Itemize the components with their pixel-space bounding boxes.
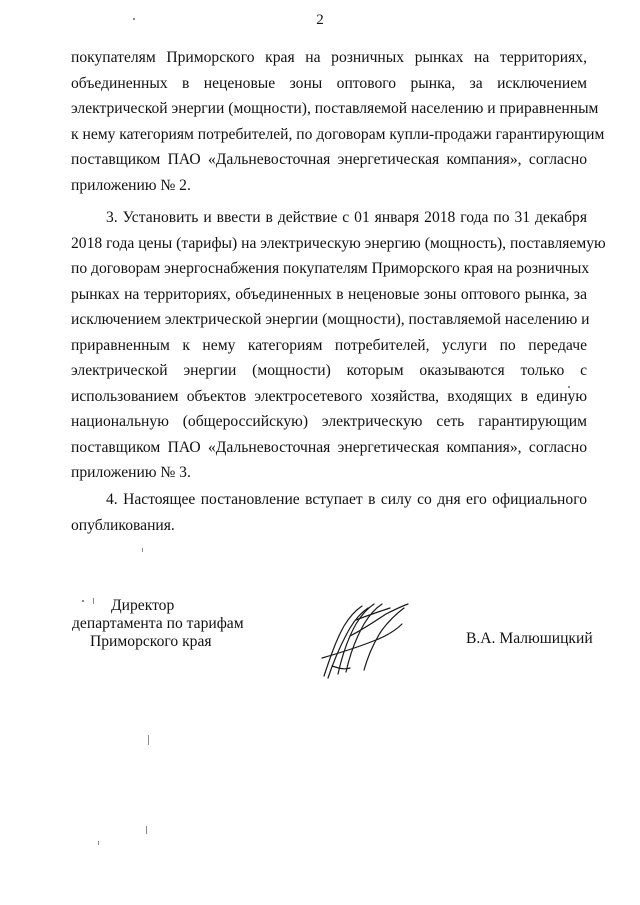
scan-speck (146, 826, 147, 834)
text-line: поставщиком ПАО «Дальневосточная энергетическая компания», согласно (71, 438, 587, 456)
scan-speck (133, 18, 135, 20)
text-line: электрической энергии (мощности), поставляемой населению и приравненным (71, 100, 599, 117)
scan-speck (93, 598, 94, 604)
text-line: объединенных в неценовые зоны оптового рынка, за исключением (71, 74, 587, 92)
paragraph-item-3 (71, 205, 606, 486)
signer-title-line-2: департамента по тарифам (72, 615, 244, 632)
signer-title-line-3: Приморского края (90, 633, 212, 650)
text-line: по договорам энергоснабжения покупателям Приморского края на розничных (71, 260, 590, 277)
text-line: поставщиком ПАО «Дальневосточная энергетическая компания», согласно (71, 151, 587, 168)
text-line: исключением электрической энергии (мощности), поставляемой населению и (71, 311, 590, 328)
page-number: 2 (316, 12, 324, 28)
scan-speck (98, 841, 99, 845)
scan-speck (148, 735, 149, 745)
text-line: рынках на территориях, объединенных в неценовые зоны оптового рынка, за (71, 285, 587, 303)
scan-speck (568, 386, 570, 388)
text-line: опубликования. (71, 516, 175, 534)
text-line: приравненным к нему категориям потребителей, услуги по передаче (71, 336, 587, 354)
text-line: электрической энергии (мощности) которым оказываются только с (71, 362, 587, 379)
text-line: покупателям Приморского края на розничных рынках на территориях, (71, 49, 587, 66)
text-line: 3. Установить и ввести в действие с 01 января 2018 года по 31 декабря (106, 209, 587, 226)
handwritten-signature (316, 596, 416, 682)
text-line: приложению № 3. (71, 464, 191, 481)
signer-title-line-1: Директор (111, 597, 175, 614)
text-line: к нему категориям потребителей, по договорам купли-продажи гарантирующим (71, 125, 605, 143)
signer-name: В.А. Малюшицкий (466, 630, 593, 647)
paragraph-item-4 (71, 487, 587, 538)
text-line: использованием объектов электросетевого хозяйства, входящих в единую (71, 387, 587, 405)
text-line: 2018 года цены (тарифы) на электрическую энергию (мощность), поставляемую (71, 234, 606, 252)
text-line: приложению № 2. (71, 176, 191, 194)
text-line: национальную (общероссийскую) электрическую сеть гарантирующим (71, 413, 587, 430)
text-line: 4. Настоящее постановление вступает в силу со дня его официального (106, 491, 587, 508)
scan-speck (82, 600, 84, 602)
scan-speck (142, 548, 143, 552)
paragraph-continuation (71, 45, 605, 198)
